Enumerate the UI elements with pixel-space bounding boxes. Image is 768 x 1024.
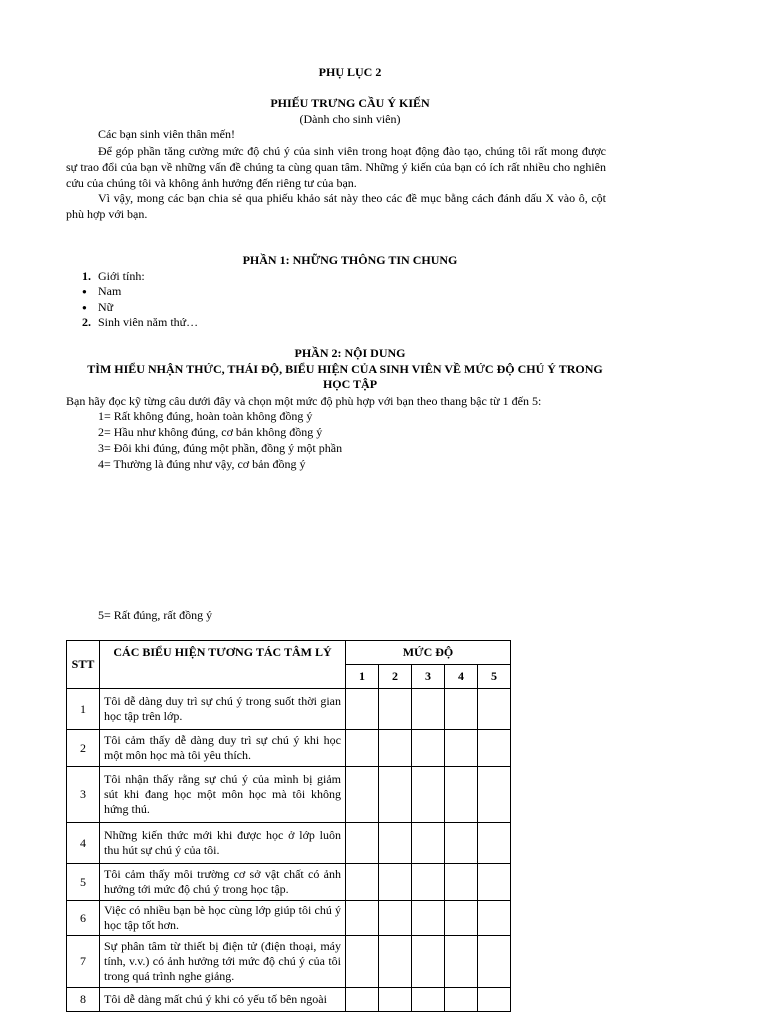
row-number: 2: [67, 730, 100, 767]
table-row: [67, 767, 511, 823]
table-row: [67, 988, 511, 1012]
rating-cell-5[interactable]: [478, 936, 511, 988]
header-description: CÁC BIỂU HIỆN TƯƠNG TÁC TÂM LÝ: [100, 641, 346, 689]
row-description: Tôi cảm thấy dễ dàng duy trì sự chú ý khi học một môn học mà tôi yêu thích.: [104, 733, 341, 762]
row-description-cell: [100, 988, 346, 1012]
rating-cell-2[interactable]: [379, 730, 412, 767]
rating-cell-2[interactable]: [379, 767, 412, 823]
rating-cell-4[interactable]: [445, 689, 478, 730]
rating-cell-1[interactable]: [346, 823, 379, 864]
scale-item-5: 5= Rất đúng, rất đồng ý: [98, 608, 213, 622]
rating-cell-3[interactable]: [412, 864, 445, 901]
row-description-cell: [100, 936, 346, 988]
header-level-3: 3: [412, 665, 445, 689]
row-number: 7: [67, 936, 100, 988]
bullet-icon: ●: [82, 287, 87, 296]
row-number: 3: [67, 767, 100, 823]
table-row: [67, 936, 511, 988]
row-description-cell: [100, 767, 346, 823]
intro-paragraph-2: Vì vậy, mong các bạn chia sẻ qua phiếu khảo sát này theo các đề mục bằng cách đánh dấu X vào ô, cột phù hợp với bạn.: [66, 191, 606, 221]
rating-cell-3[interactable]: [412, 689, 445, 730]
header-level-2: 2: [379, 665, 412, 689]
rating-cell-4[interactable]: [445, 988, 478, 1012]
rating-cell-2[interactable]: [379, 901, 412, 936]
row-description-cell: [100, 823, 346, 864]
rating-cell-2[interactable]: [379, 988, 412, 1012]
rating-cell-3[interactable]: [412, 823, 445, 864]
table-header-row: [67, 641, 511, 665]
question-2-number: 2.: [82, 315, 91, 329]
row-description: Việc có nhiều bạn bè học cùng lớp giúp tôi chú ý học tập tốt hơn.: [104, 903, 341, 932]
rating-cell-3[interactable]: [412, 936, 445, 988]
rating-cell-4[interactable]: [445, 730, 478, 767]
rating-cell-4[interactable]: [445, 767, 478, 823]
row-number: 8: [67, 988, 100, 1012]
rating-cell-5[interactable]: [478, 823, 511, 864]
rating-cell-2[interactable]: [379, 936, 412, 988]
row-description: Tôi nhận thấy rằng sự chú ý của mình bị giảm sút khi đang học một môn học mà tôi không hứng thú.: [104, 772, 341, 816]
question-1-number: 1.: [82, 269, 91, 283]
option-female: Nữ: [98, 300, 114, 314]
rating-cell-5[interactable]: [478, 767, 511, 823]
rating-cell-4[interactable]: [445, 936, 478, 988]
rating-cell-3[interactable]: [412, 988, 445, 1012]
rating-cell-4[interactable]: [445, 864, 478, 901]
rating-cell-1[interactable]: [346, 730, 379, 767]
table-row: [67, 730, 511, 767]
option-male: Nam: [98, 284, 122, 298]
scale-item-4: 4= Thường là đúng như vậy, cơ bản đồng ý: [98, 457, 306, 471]
intro-paragraph-1: Để góp phần tăng cường mức độ chú ý của sinh viên trong hoạt động đào tạo, chúng tôi rất mong được sự trao đổi của bạn về những vấn đề chúng ta cùng quan tâm. Những ý kiến của bạn có ích rất nhiều cho nghiên cứu của chúng tôi và không ảnh hưởng đến riêng tư của bạn.: [66, 144, 606, 190]
rating-cell-5[interactable]: [478, 901, 511, 936]
table-row: [67, 689, 511, 730]
rating-cell-5[interactable]: [478, 689, 511, 730]
row-description: Những kiến thức mới khi được học ở lớp luôn thu hút sự chú ý của tôi.: [104, 828, 341, 857]
rating-cell-4[interactable]: [445, 901, 478, 936]
rating-cell-1[interactable]: [346, 864, 379, 901]
rating-cell-2[interactable]: [379, 823, 412, 864]
header-level-5: 5: [478, 665, 511, 689]
row-description: Sự phân tâm từ thiết bị điện tử (điện thoại, máy tính, v.v.) có ảnh hưởng tới mức độ chú ý của tôi trong quá trình nghe giảng.: [104, 939, 341, 983]
rating-cell-4[interactable]: [445, 823, 478, 864]
row-description: Tôi dễ dàng duy trì sự chú ý trong suốt thời gian học tập trên lớp.: [104, 694, 341, 723]
row-number: 1: [67, 689, 100, 730]
greeting: Các bạn sinh viên thân mến!: [98, 127, 235, 141]
question-2-label: Sinh viên năm thứ…: [98, 315, 199, 329]
bullet-icon: ●: [82, 303, 87, 312]
part2-subtitle-line1: TÌM HIỂU NHẬN THỨC, THÁI ĐỘ, BIỂU HIỆN CỦA SINH VIÊN VỀ MỨC ĐỘ CHÚ Ý TRONG: [87, 362, 603, 376]
row-description: Tôi cảm thấy môi trường cơ sở vật chất có ảnh hưởng tới mức độ chú ý trong học tập.: [104, 867, 341, 896]
header-level: MỨC ĐỘ: [346, 641, 511, 665]
header-stt: STT: [67, 641, 100, 689]
scale-item-1: 1= Rất không đúng, hoàn toàn không đồng ý: [98, 409, 313, 423]
rating-cell-3[interactable]: [412, 901, 445, 936]
rating-cell-5[interactable]: [478, 864, 511, 901]
row-number: 5: [67, 864, 100, 901]
rating-cell-3[interactable]: [412, 730, 445, 767]
rating-cell-1[interactable]: [346, 936, 379, 988]
row-description-cell: [100, 864, 346, 901]
part1-title: PHẦN 1: NHỮNG THÔNG TIN CHUNG: [242, 253, 458, 267]
rating-cell-1[interactable]: [346, 988, 379, 1012]
rating-cell-5[interactable]: [478, 730, 511, 767]
row-description-cell: [100, 730, 346, 767]
rating-cell-1[interactable]: [346, 767, 379, 823]
form-subtitle: (Dành cho sinh viên): [299, 112, 401, 126]
rating-cell-1[interactable]: [346, 689, 379, 730]
rating-cell-2[interactable]: [379, 864, 412, 901]
rating-cell-2[interactable]: [379, 689, 412, 730]
rating-cell-3[interactable]: [412, 767, 445, 823]
row-description-cell: [100, 901, 346, 936]
rating-cell-5[interactable]: [478, 988, 511, 1012]
scale-instruction: Bạn hãy đọc kỹ từng câu dưới đây và chọn một mức độ phù hợp với bạn theo thang bậc từ 1 đến 5:: [66, 394, 542, 408]
row-number: 6: [67, 901, 100, 936]
survey-table: [66, 640, 511, 1012]
table-row: [67, 901, 511, 936]
row-description: Tôi dễ dàng mất chú ý khi có yếu tố bên ngoài: [104, 992, 327, 1006]
scale-item-2: 2= Hầu như không đúng, cơ bản không đồng ý: [98, 425, 323, 439]
part2-title: PHẦN 2: NỘI DUNG: [294, 346, 406, 360]
rating-cell-1[interactable]: [346, 901, 379, 936]
header-level-4: 4: [445, 665, 478, 689]
row-description-cell: [100, 689, 346, 730]
scale-item-3: 3= Đôi khi đúng, đúng một phần, đồng ý một phần: [98, 441, 343, 455]
form-title: PHIẾU TRƯNG CẦU Ý KIẾN: [270, 96, 430, 110]
table-row: [67, 823, 511, 864]
row-number: 4: [67, 823, 100, 864]
header-level-1: 1: [346, 665, 379, 689]
part2-subtitle-line2: HỌC TẬP: [322, 377, 378, 391]
question-1-label: Giới tính:: [98, 269, 145, 283]
table-row: [67, 864, 511, 901]
appendix-title: PHỤ LỤC 2: [318, 65, 382, 79]
